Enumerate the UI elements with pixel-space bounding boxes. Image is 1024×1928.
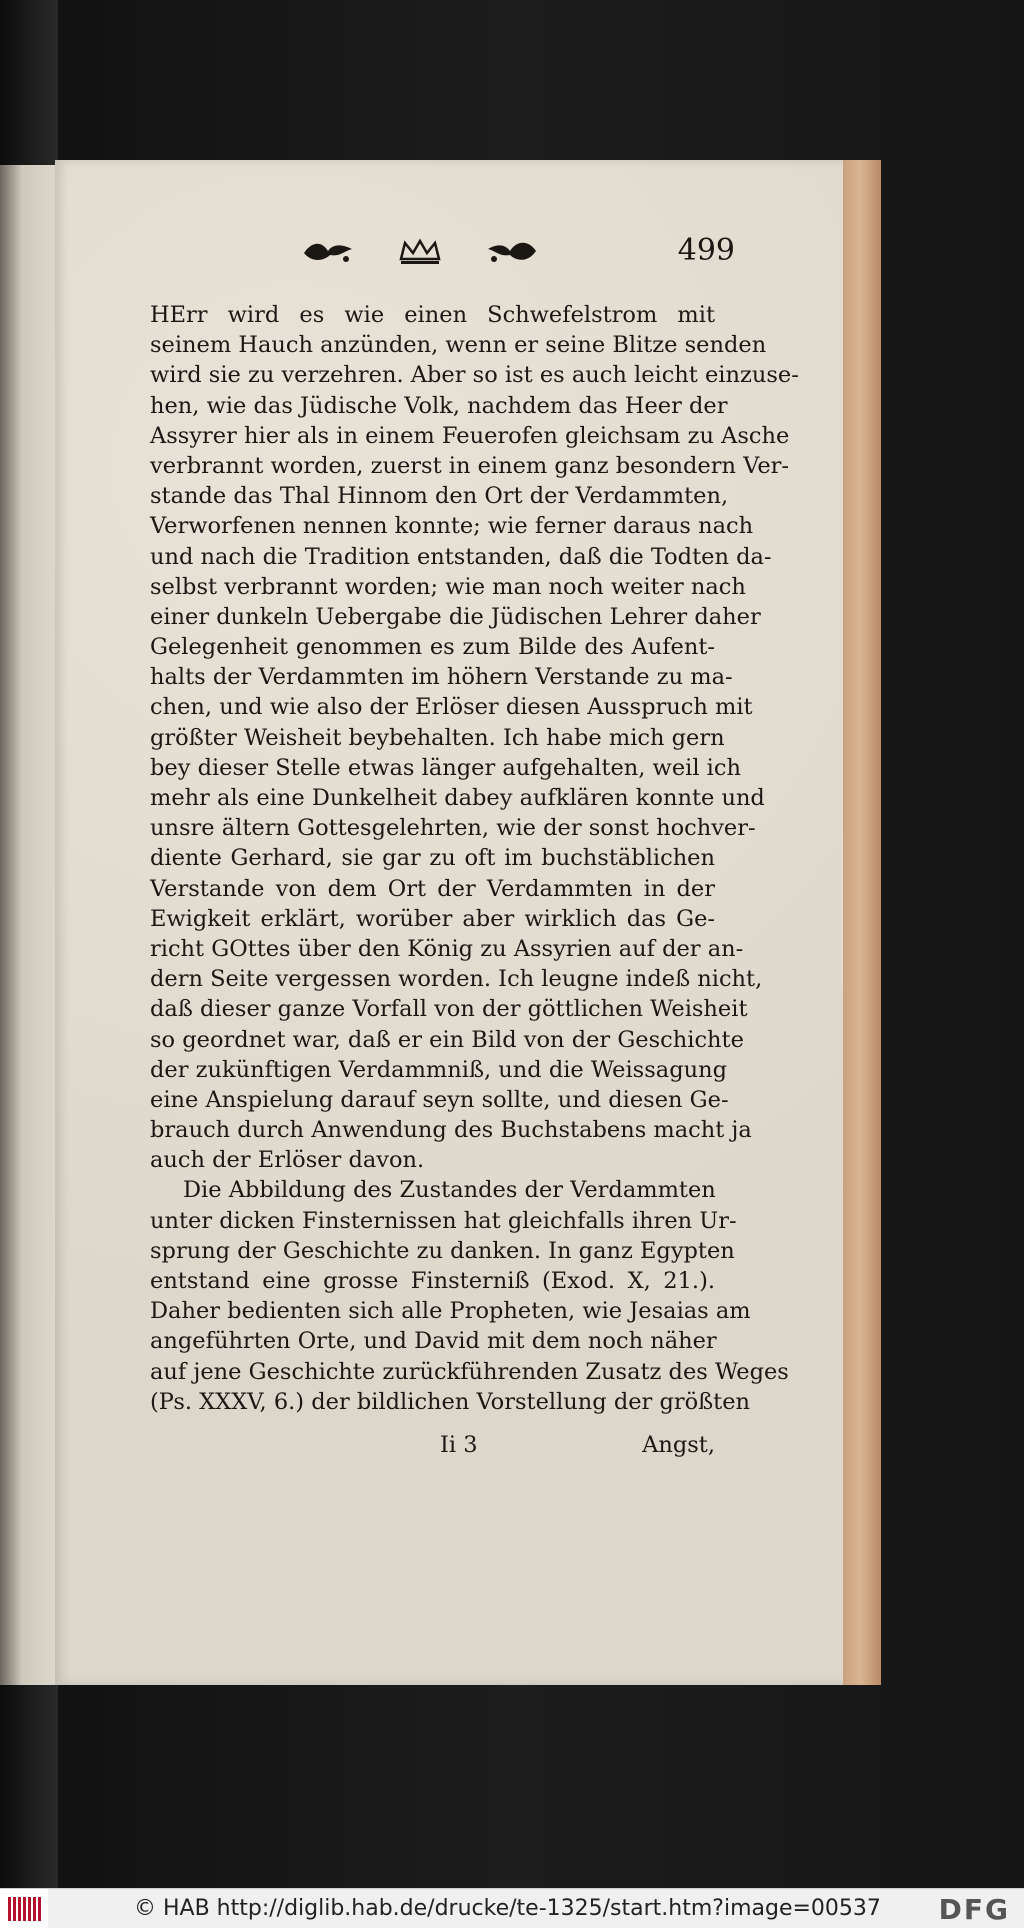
leaf-ornament-icon xyxy=(484,237,540,267)
dfg-logo: DFG xyxy=(938,1893,1010,1926)
facing-page-edge xyxy=(0,165,55,1685)
header-ornament xyxy=(300,232,540,272)
text-line: Verworfenen nennen konnte; wie ferner daraus nach xyxy=(150,513,754,540)
page-number: 499 xyxy=(677,233,735,268)
viewer-footer xyxy=(0,1888,1024,1928)
text-line: Daher bedienten sich alle Propheten, wie Jesaias am xyxy=(150,1298,751,1325)
text-line: halts der Verdammten im höhern Verstande zu ma- xyxy=(150,664,733,691)
page-footer-line xyxy=(150,1432,715,1458)
text-line: eine Anspielung darauf seyn sollte, und diesen Ge- xyxy=(150,1086,729,1113)
text-line: Assyrer hier als in einem Feuerofen gleichsam zu Asche xyxy=(150,422,790,449)
leaf-ornament-icon xyxy=(300,237,356,267)
text-line: verbrannt worden, zuerst in einem ganz besondern Ver- xyxy=(150,452,789,479)
text-line: angeführten Orte, und David mit dem noch näher xyxy=(150,1328,717,1355)
text-line: bey dieser Stelle etwas länger aufgehalten, weil ich xyxy=(150,754,741,781)
text-line: chen, und wie also der Erlöser diesen Ausspruch mit xyxy=(150,694,753,721)
text-line: dern Seite vergessen worden. Ich leugne indeß nicht, xyxy=(150,966,763,993)
catchword: Angst, xyxy=(642,1432,715,1458)
text-line: richt GOttes über den König zu Assyrien auf der an- xyxy=(150,935,744,962)
text-line: seinem Hauch anzünden, wenn er seine Blitze senden xyxy=(150,332,767,359)
text-line: unter dicken Finsternissen hat gleichfalls ihren Ur- xyxy=(150,1207,737,1234)
text-line: Ewigkeit erklärt, worüber aber wirklich das Ge- xyxy=(150,905,715,932)
text-line: daß dieser ganze Vorfall von der göttlichen Weisheit xyxy=(150,996,748,1023)
text-line: auch der Erlöser davon. xyxy=(150,1147,425,1174)
page-block-edge xyxy=(843,160,881,1685)
source-link[interactable]: © HAB http://diglib.hab.de/drucke/te-1325/start.htm?image=00537 xyxy=(134,1896,881,1921)
text-line: stande das Thal Hinnom den Ort der Verdammten, xyxy=(150,483,729,510)
text-line: HErr wird es wie einen Schwefelstrom mit xyxy=(150,302,715,328)
text-line: selbst verbrannt worden; wie man noch weiter nach xyxy=(150,573,746,600)
text-line: und nach die Tradition entstanden, daß die Todten da- xyxy=(150,543,772,570)
text-line: Die Abbildung des Zustandes der Verdammten xyxy=(183,1177,716,1204)
text-line: (Ps. XXXV, 6.) der bildlichen Vorstellung der größten xyxy=(150,1388,751,1415)
text-line: Verstande von dem Ort der Verdammten in der xyxy=(150,875,715,902)
text-line: so geordnet war, daß er ein Bild von der Geschichte xyxy=(150,1026,744,1053)
text-line: unsre ältern Gottesgelehrten, wie der sonst hochver- xyxy=(150,815,756,842)
text-line: sprung der Geschichte zu danken. In ganz Egypten xyxy=(150,1237,735,1264)
text-line: entstand eine grosse Finsterniß (Exod. X, 21.). xyxy=(150,1268,715,1294)
text-line: größter Weisheit beybehalten. Ich habe mich gern xyxy=(150,724,725,751)
body-text xyxy=(150,300,799,1417)
text-line: der zukünftigen Verdammniß, und die Weissagung xyxy=(150,1056,727,1083)
text-line: mehr als eine Dunkelheit dabey aufklären konnte und xyxy=(150,785,765,811)
signature-mark: Ii 3 xyxy=(440,1432,478,1458)
text-line: diente Gerhard, sie gar zu oft im buchstäblichen xyxy=(150,845,715,872)
text-line: auf jene Geschichte zurückführenden Zusatz des Weges xyxy=(150,1358,789,1385)
hab-logo-icon xyxy=(0,1889,48,1928)
crown-ornament-icon xyxy=(397,237,443,267)
text-line: Gelegenheit genommen es zum Bilde des Aufent- xyxy=(150,634,715,661)
text-line: einer dunkeln Uebergabe die Jüdischen Lehrer daher xyxy=(150,603,761,630)
text-line: wird sie zu verzehren. Aber so ist es auch leicht einzuse- xyxy=(150,362,799,389)
text-line: brauch durch Anwendung des Buchstabens macht ja xyxy=(150,1117,752,1144)
text-line: hen, wie das Jüdische Volk, nachdem das Heer der xyxy=(150,392,728,419)
